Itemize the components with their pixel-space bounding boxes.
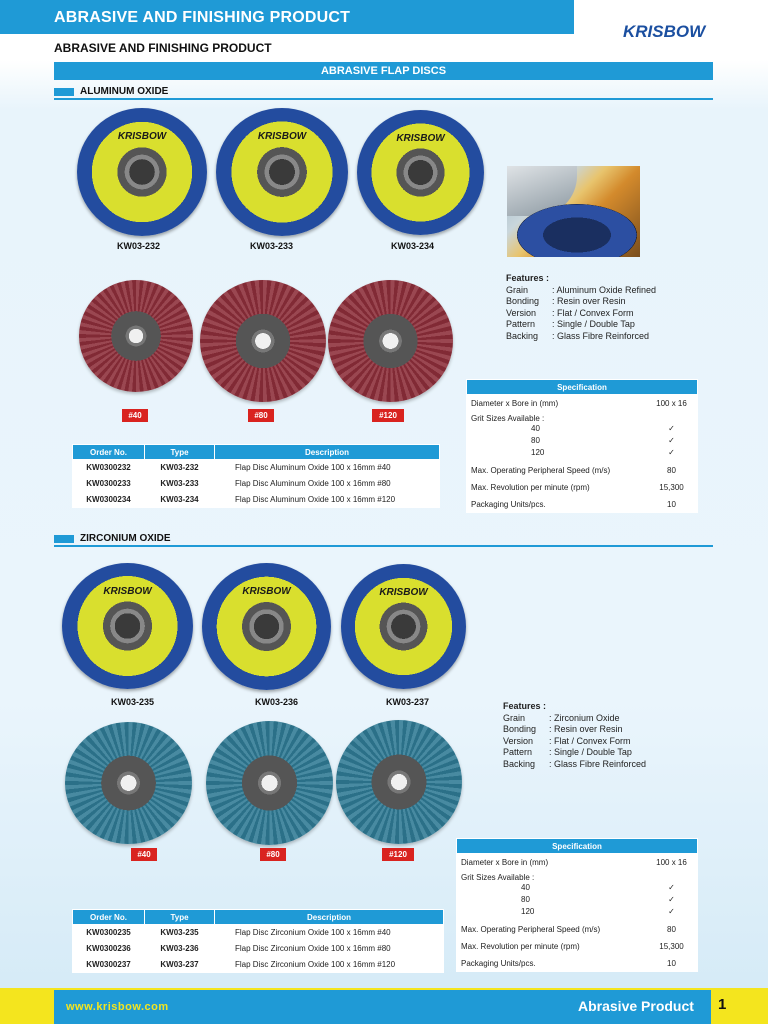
table-row: KW0300235 KW03-235 Flap Disc Zirconium Oxide 100 x 16mm #40 xyxy=(73,925,444,941)
spec-row: Grit Sizes Available : 40 80 120 ✓ ✓ ✓ xyxy=(457,871,698,921)
check-icon: ✓ xyxy=(668,907,675,916)
order-table-aluminum xyxy=(72,444,440,508)
disc-caption: KW03-236 xyxy=(255,697,299,707)
section-title-aluminum: ALUMINUM OXIDE xyxy=(80,86,169,97)
feature-row: Grain : Zirconium Oxide xyxy=(503,712,620,723)
section-subtitle: ABRASIVE AND FINISHING PRODUCT xyxy=(54,41,272,55)
disc-image-grit-40 xyxy=(79,280,193,392)
check-icon: ✓ xyxy=(668,895,675,904)
grit-badge: #80 xyxy=(260,848,286,861)
spec-row: Max. Revolution per minute (rpm) 15,300 xyxy=(457,938,698,955)
spec-table-aluminum xyxy=(466,379,698,513)
check-icon: ✓ xyxy=(668,448,675,457)
footer-product-label: Abrasive Product xyxy=(578,998,694,1014)
disc-image-kw03-237: KRISBOW xyxy=(341,564,466,689)
feature-row: Pattern : Single / Double Tap xyxy=(506,319,635,329)
features-zirconium xyxy=(503,701,646,770)
spec-row: Packaging Units/pcs. 10 xyxy=(467,496,698,513)
spec-row: Grit Sizes Available : 40 80 120 ✓ ✓ ✓ xyxy=(467,412,698,462)
feature-row: Version : Flat / Convex Form xyxy=(506,307,634,318)
disc-caption: KW03-237 xyxy=(386,697,430,707)
features-heading: Features : xyxy=(503,701,547,711)
check-icon: ✓ xyxy=(668,424,675,433)
svg-text:KRISBOW: KRISBOW xyxy=(623,22,706,41)
table-row: KW0300233 KW03-233 Flap Disc Aluminum Oxide 100 x 16mm #80 xyxy=(73,476,440,492)
spec-row: Diameter x Bore in (mm) 100 x 16 xyxy=(457,854,698,871)
spec-row: Packaging Units/pcs. 10 xyxy=(457,955,698,972)
header-bar xyxy=(0,0,574,34)
table-row: KW0300237 KW03-237 Flap Disc Zirconium Oxide 100 x 16mm #120 xyxy=(73,957,444,973)
disc-image-kw03-233: KRISBOW xyxy=(216,108,348,236)
grinder-photo xyxy=(507,166,640,257)
features-aluminum xyxy=(506,273,656,342)
disc-image-kw03-234: KRISBOW xyxy=(357,110,484,235)
table-header-row: Order No. Type Description xyxy=(73,445,440,460)
feature-row: Version : Flat / Convex Form xyxy=(503,735,631,746)
section-divider xyxy=(54,545,713,547)
disc-image-kw03-236: KRISBOW xyxy=(202,563,331,690)
disc-image-grit-80 xyxy=(200,280,326,402)
disc-image-grit-120 xyxy=(336,720,462,844)
section-marker xyxy=(54,88,74,96)
table-row: KW0300232 KW03-232 Flap Disc Aluminum Oxide 100 x 16mm #40 xyxy=(73,460,440,476)
disc-image-kw03-232: KRISBOW xyxy=(77,108,207,236)
disc-caption: KW03-232 xyxy=(117,241,161,251)
feature-row: Backing : Glass Fibre Reinforced xyxy=(503,758,647,769)
disc-image-kw03-235: KRISBOW xyxy=(62,563,193,689)
feature-row: Pattern : Single / Double Tap xyxy=(503,747,632,757)
page-title: ABRASIVE AND FINISHING PRODUCT xyxy=(54,9,351,26)
grit-badge: #40 xyxy=(122,409,148,422)
disc-caption: KW03-234 xyxy=(391,241,435,251)
website-link[interactable]: www.krisbow.com xyxy=(66,1001,169,1013)
order-table-zirconium xyxy=(72,909,444,973)
feature-row: Bonding : Resin over Resin xyxy=(503,724,623,734)
section-marker xyxy=(54,535,74,543)
krisbow-logo xyxy=(620,18,714,44)
feature-row: Backing : Glass Fibre Reinforced xyxy=(506,330,650,341)
spec-header: Specification xyxy=(467,380,698,395)
category-banner: ABRASIVE FLAP DISCS xyxy=(54,62,713,80)
grit-badge: #120 xyxy=(372,409,404,422)
features-heading: Features : xyxy=(506,273,550,283)
spec-table-zirconium xyxy=(456,838,698,972)
spec-row: Diameter x Bore in (mm) 100 x 16 xyxy=(467,395,698,412)
spec-row: Max. Operating Peripheral Speed (m/s) 80 xyxy=(457,921,698,938)
disc-image-grit-120 xyxy=(328,280,453,402)
grit-badge: #40 xyxy=(131,848,157,861)
grit-badge: #120 xyxy=(382,848,414,861)
section-title-zirconium: ZIRCONIUM OXIDE xyxy=(80,533,171,544)
grit-badge: #80 xyxy=(248,409,274,422)
disc-caption: KW03-235 xyxy=(111,697,155,707)
section-divider xyxy=(54,98,713,100)
feature-row: Bonding : Resin over Resin xyxy=(506,296,626,306)
table-row: KW0300234 KW03-234 Flap Disc Aluminum Oxide 100 x 16mm #120 xyxy=(73,492,440,508)
disc-image-grit-80 xyxy=(206,721,333,845)
check-icon: ✓ xyxy=(668,883,675,892)
spec-row: Max. Revolution per minute (rpm) 15,300 xyxy=(467,479,698,496)
check-icon: ✓ xyxy=(668,436,675,445)
spec-row: Max. Operating Peripheral Speed (m/s) 80 xyxy=(467,462,698,479)
page-number: 1 xyxy=(718,996,727,1013)
feature-row: Grain : Aluminum Oxide Refined xyxy=(506,284,657,295)
spec-header: Specification xyxy=(457,839,698,854)
disc-caption: KW03-233 xyxy=(250,241,294,251)
disc-image-grit-40 xyxy=(65,722,192,844)
table-header-row: Order No. Type Description xyxy=(73,910,444,925)
table-row: KW0300236 KW03-236 Flap Disc Zirconium Oxide 100 x 16mm #80 xyxy=(73,941,444,957)
